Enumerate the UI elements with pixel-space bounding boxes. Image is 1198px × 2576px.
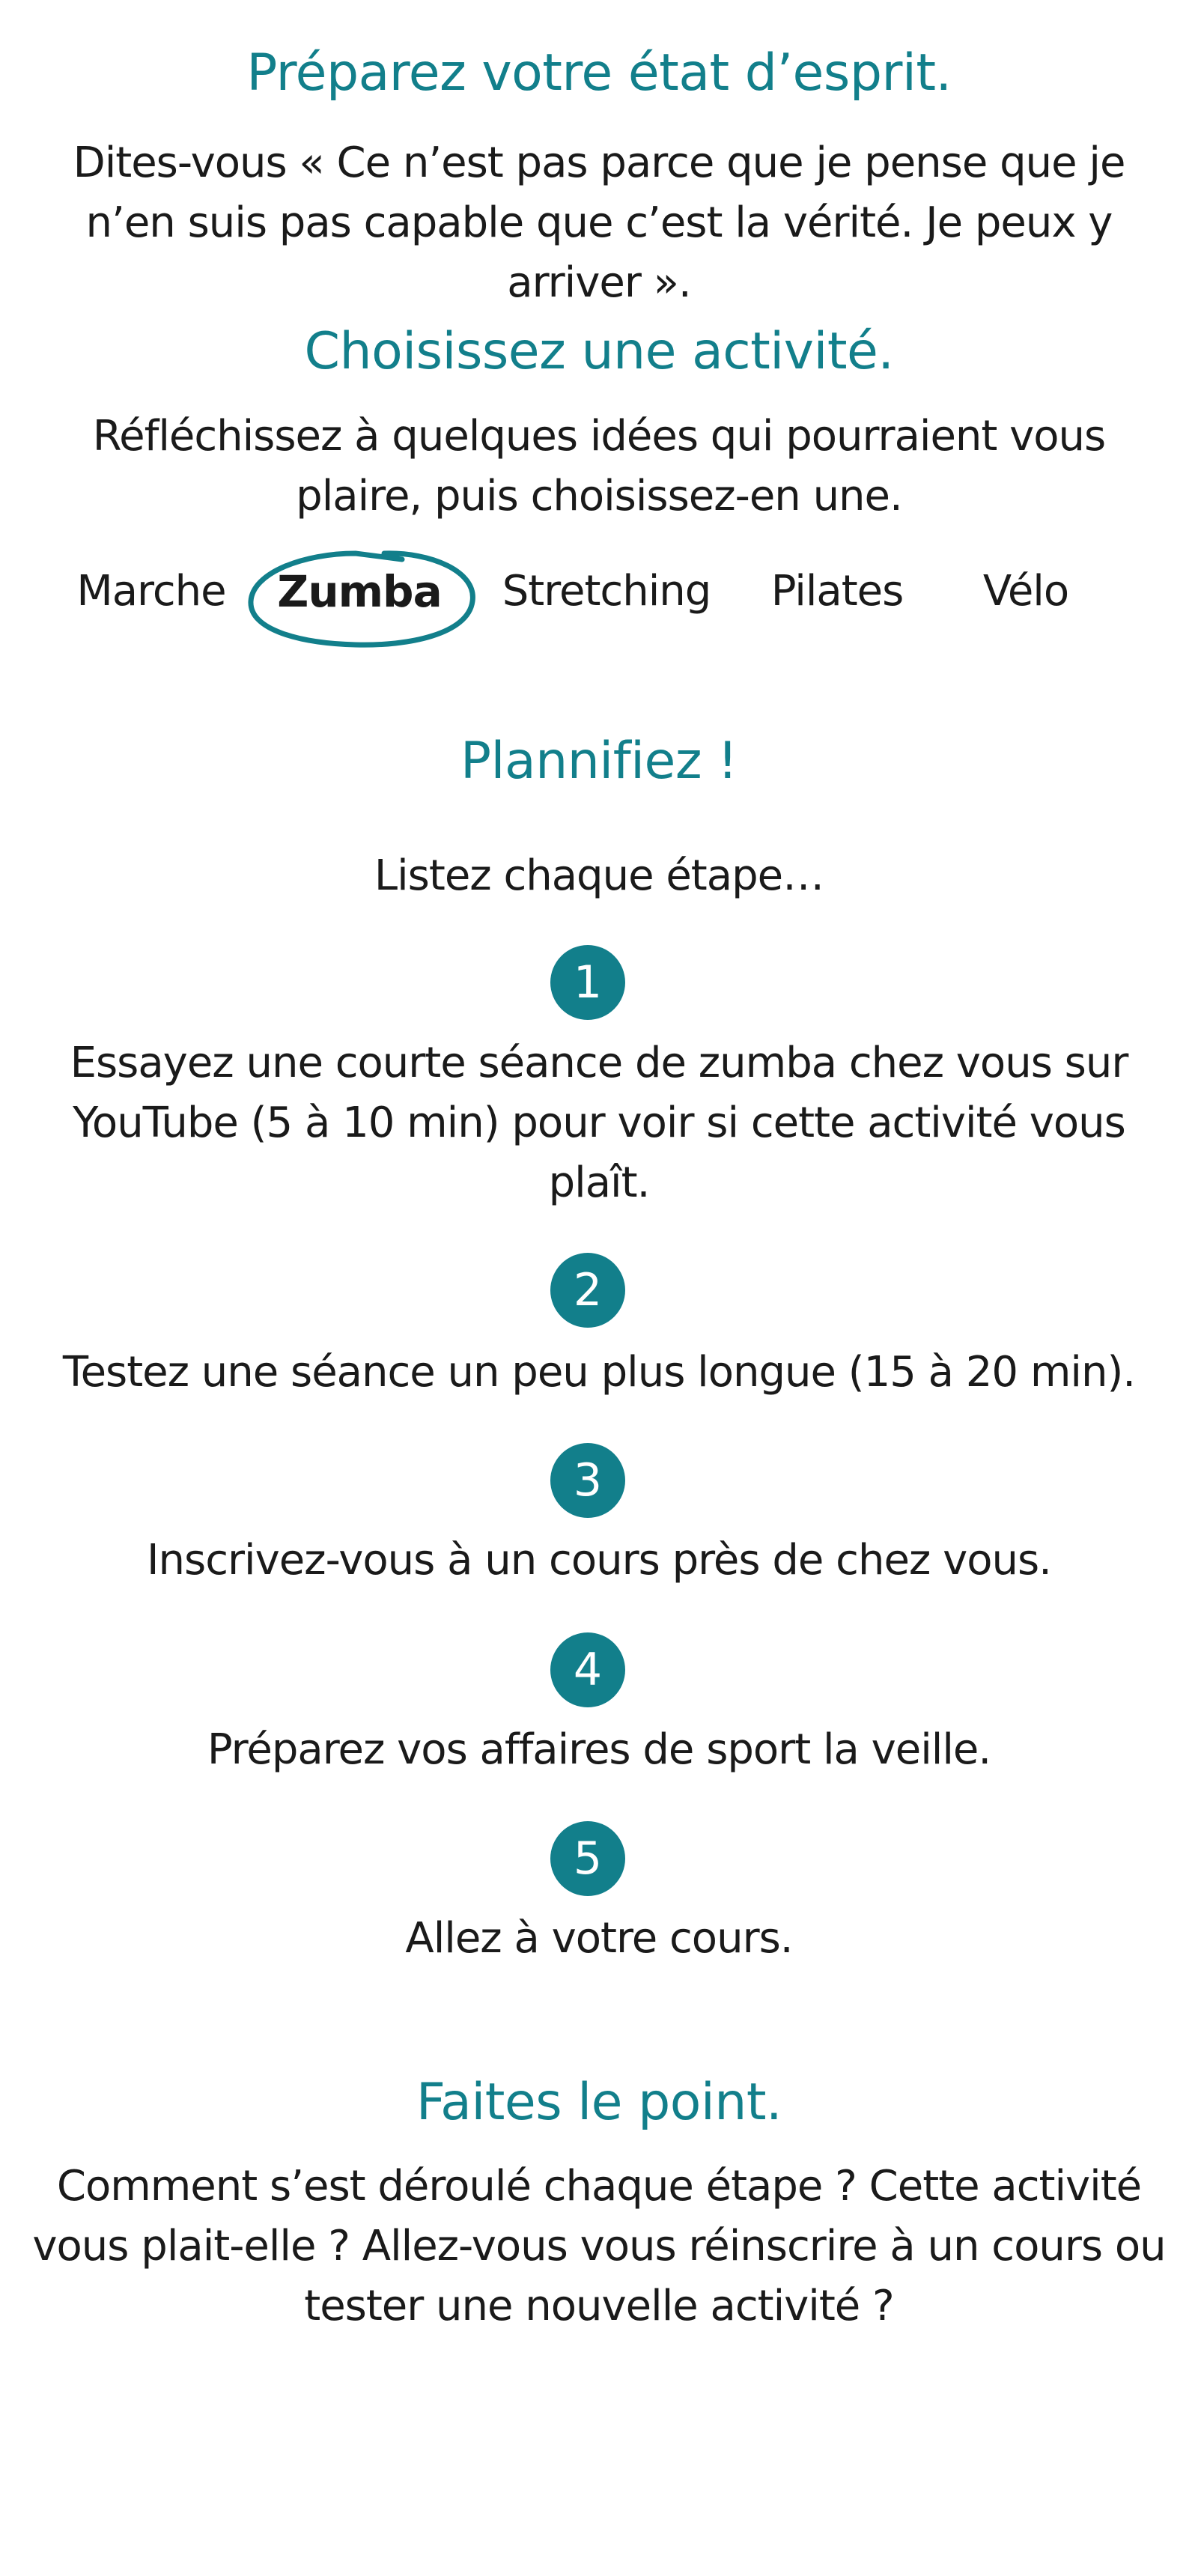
step-number-badge: 5 bbox=[550, 1821, 625, 1896]
step-text: Inscrivez-vous à un cours près de chez vous. bbox=[147, 1536, 1051, 1585]
mindset-heading: Préparez votre état d’esprit. bbox=[246, 43, 952, 103]
step-number-badge: 4 bbox=[550, 1632, 625, 1707]
activity-option-pilates: Pilates bbox=[770, 567, 904, 616]
step-number-badge: 2 bbox=[550, 1253, 625, 1328]
review-heading: Faites le point. bbox=[416, 2073, 782, 2132]
plan-heading: Plannifiez ! bbox=[460, 732, 738, 791]
step-number-badge: 1 bbox=[550, 945, 625, 1020]
step-text: Testez une séance un peu plus longue (15 à 20 min). bbox=[62, 1348, 1136, 1397]
mindset-text: Dites-vous « Ce n’est pas parce que je pense que je n’en suis pas capable que c’est la vérité. Je peux y arriver ». bbox=[73, 139, 1125, 307]
step-text: Allez à votre cours. bbox=[405, 1914, 793, 1963]
activity-option-velo: Vélo bbox=[982, 567, 1069, 616]
step-text: Préparez vos affaires de sport la veille. bbox=[207, 1725, 991, 1774]
choose-activity-heading: Choisissez une activité. bbox=[304, 322, 894, 381]
activity-option-marche: Marche bbox=[76, 567, 226, 616]
review-text: Comment s’est déroulé chaque étape ? Cette activité vous plait-elle ? Allez-vous vous réinscrire à un cours ou tester une nouvelle activité ? bbox=[32, 2162, 1166, 2330]
activity-option-zumba: Zumba bbox=[277, 566, 442, 617]
activity-option-stretching: Stretching bbox=[502, 567, 711, 616]
plan-intro: Listez chaque étape… bbox=[374, 851, 824, 900]
selection-circle-icon bbox=[243, 543, 483, 655]
choose-activity-text: Réfléchissez à quelques idées qui pourraient vous plaire, puis choisissez-en une. bbox=[92, 412, 1106, 520]
step-number-badge: 3 bbox=[550, 1443, 625, 1518]
step-text: Essayez une courte séance de zumba chez vous sur YouTube (5 à 10 min) pour voir si cette activité vous plaît. bbox=[70, 1039, 1128, 1207]
